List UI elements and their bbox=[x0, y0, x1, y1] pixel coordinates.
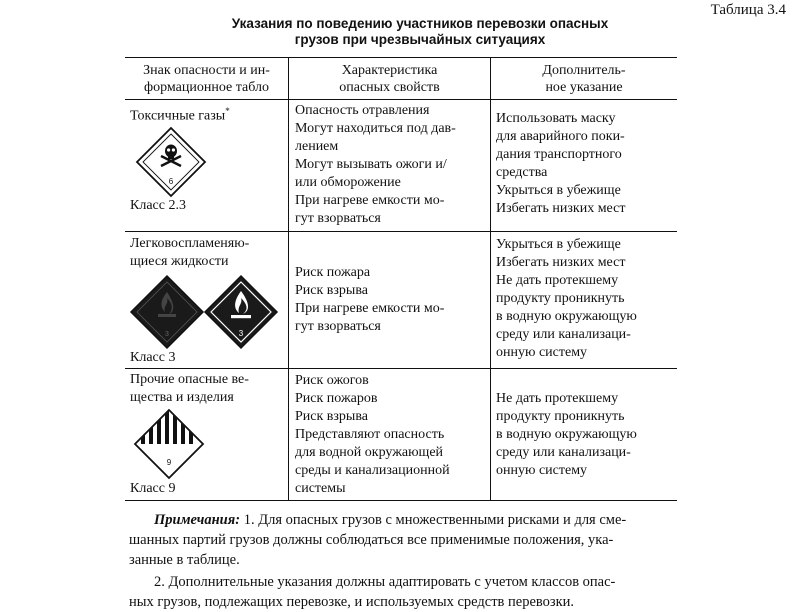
header-properties-line-2: опасных свойств bbox=[339, 80, 440, 95]
row1-instruction-line: дания транспортного bbox=[496, 147, 622, 162]
header-instructions-column bbox=[491, 62, 677, 96]
row3-properties bbox=[295, 372, 450, 498]
row2-sign-number-dark: 3 bbox=[165, 331, 169, 338]
row1-property-line: Опасность отравления bbox=[295, 103, 430, 118]
row2-instruction-line: в водную окружающую bbox=[496, 309, 637, 324]
header-sign-line-2: формационное табло bbox=[144, 80, 269, 95]
row1-name-footnote-mark: * bbox=[225, 106, 230, 116]
row3-instructions bbox=[496, 390, 637, 480]
row3-name bbox=[130, 371, 249, 407]
flammable-liquid-flame-icon bbox=[203, 274, 279, 350]
row3-name-line: щества и изделия bbox=[130, 390, 234, 405]
row2-class: Класс 3 bbox=[130, 350, 176, 365]
row1-sign-number: 6 bbox=[168, 177, 174, 186]
row1-property-line: Могут находиться под дав- bbox=[295, 121, 456, 136]
row1-name bbox=[130, 102, 230, 126]
header-instructions-line-1: Дополнитель- bbox=[542, 63, 626, 78]
row3-property-line: Риск пожаров bbox=[295, 391, 378, 406]
note-2-line-1: 2. Дополнительные указания должны адаптировать с учетом классов опас- bbox=[154, 574, 616, 590]
header-properties-line-1: Характеристика bbox=[341, 63, 438, 78]
title-line-1: Указания по поведению участников перевозки опасных bbox=[231, 16, 609, 31]
row1-property-line: или обморожение bbox=[295, 175, 401, 190]
row2-instruction-line: продукту проникнуть bbox=[496, 291, 625, 306]
row2-instruction-line: Не дать протекшему bbox=[496, 273, 619, 288]
row2-instruction-line: Избегать низких мест bbox=[496, 255, 626, 270]
row1-instruction-line: Избегать низких мест bbox=[496, 201, 626, 216]
row3-name-line: Прочие опасные ве- bbox=[130, 372, 249, 387]
row1-instruction-line: Укрыться в убежище bbox=[496, 183, 621, 198]
row2-property-line: При нагреве емкости мо- bbox=[295, 301, 445, 316]
flammable-liquid-dark-placard-icon bbox=[129, 274, 205, 350]
row3-property-line: системы bbox=[295, 481, 346, 496]
notes-label: Примечания: bbox=[154, 512, 241, 528]
header-properties-column bbox=[289, 62, 490, 96]
row3-instruction-line: Не дать протекшему bbox=[496, 391, 619, 406]
row3-property-line: Риск взрыва bbox=[295, 409, 368, 424]
col-divider-1 bbox=[288, 58, 289, 500]
note-1-text: 1. Для опасных грузов с множественными рисками и для сме- bbox=[243, 512, 627, 528]
row2-instructions bbox=[496, 236, 637, 362]
row1-name-text: Токсичные газы bbox=[130, 108, 226, 124]
row-divider-1 bbox=[125, 231, 677, 232]
row1-instructions bbox=[496, 110, 625, 218]
header-sign-line-1: Знак опасности и ин- bbox=[143, 63, 270, 78]
row2-instruction-line: онную систему bbox=[496, 345, 588, 360]
row2-property-line: гут взорваться bbox=[295, 319, 381, 334]
row3-instruction-line: в водную окружающую bbox=[496, 427, 637, 442]
row2-instruction-line: среду или канализаци- bbox=[496, 327, 631, 342]
row3-sign-number: 9 bbox=[166, 458, 172, 467]
row3-class: Класс 9 bbox=[130, 481, 176, 496]
header-instructions-line-2: ное указание bbox=[545, 80, 623, 95]
row1-property-line: лением bbox=[295, 139, 339, 154]
header-divider bbox=[125, 99, 677, 100]
table-number: Таблица 3.4 bbox=[710, 2, 786, 18]
row2-name-line: щиеся жидкости bbox=[130, 254, 229, 269]
row3-instruction-line: онную систему bbox=[496, 463, 588, 478]
toxic-gas-skull-icon bbox=[135, 126, 207, 198]
hazard-table bbox=[125, 57, 677, 501]
row2-properties bbox=[295, 264, 444, 336]
row1-property-line: гут взорваться bbox=[295, 211, 381, 226]
row3-property-line: среды и канализационной bbox=[295, 463, 450, 478]
note-1-line-1 bbox=[129, 510, 679, 530]
row3-property-line: Представляют опасность bbox=[295, 427, 445, 442]
note-1-line-2: шанных партий грузов должны соблюдаться все применимые положения, ука- bbox=[129, 532, 614, 548]
row2-property-line: Риск пожара bbox=[295, 265, 371, 280]
row2-name bbox=[130, 235, 249, 271]
col-divider-2 bbox=[490, 58, 491, 500]
row1-property-line: Могут вызывать ожоги и/ bbox=[295, 157, 447, 172]
row2-instruction-line: Укрыться в убежище bbox=[496, 237, 621, 252]
row1-instruction-line: Использовать маску bbox=[496, 111, 616, 126]
row2-name-line: Легковоспламеняю- bbox=[130, 236, 250, 251]
row1-instruction-line: средства bbox=[496, 165, 548, 180]
table-title bbox=[170, 16, 670, 48]
miscellaneous-hazard-stripes-icon bbox=[133, 408, 205, 480]
row2-property-line: Риск взрыва bbox=[295, 283, 368, 298]
header-sign-column bbox=[125, 62, 288, 96]
row3-instruction-line: среду или канализаци- bbox=[496, 445, 631, 460]
row3-instruction-line: продукту проникнуть bbox=[496, 409, 625, 424]
row3-property-line: для водной окружающей bbox=[295, 445, 444, 460]
note-1-line-3: занные в таблице. bbox=[129, 552, 240, 568]
title-line-2: грузов при чрезвычайных ситуациях bbox=[294, 32, 546, 47]
row1-property-line: При нагреве емкости мо- bbox=[295, 193, 445, 208]
row1-instruction-line: для аварийного поки- bbox=[496, 129, 625, 144]
row-divider-2 bbox=[125, 368, 677, 369]
row1-class: Класс 2.3 bbox=[130, 198, 186, 213]
note-2-line-2: ных грузов, подлежащих перевозке, и используемых средств перевозки. bbox=[129, 594, 575, 610]
row3-property-line: Риск ожогов bbox=[295, 373, 369, 388]
row2-sign-number-light: 3 bbox=[238, 329, 244, 338]
row1-properties bbox=[295, 102, 456, 228]
